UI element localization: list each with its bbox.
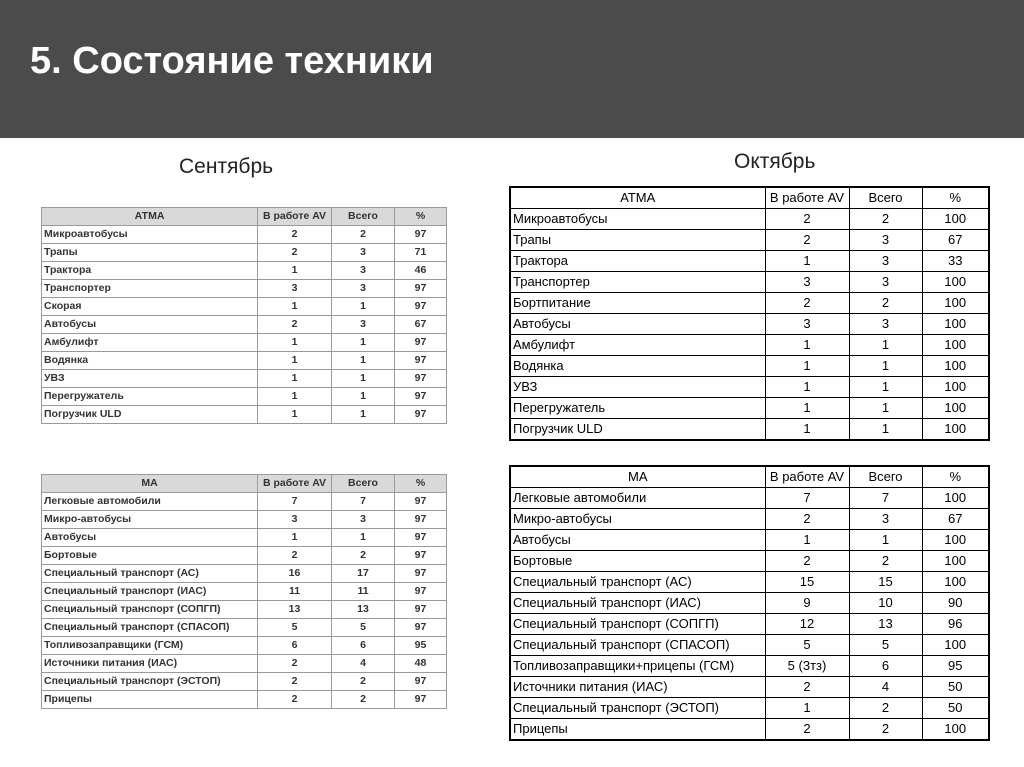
value-cell: 97 [395, 226, 447, 244]
table-row [42, 673, 447, 691]
table-row [42, 691, 447, 709]
value-cell: 5 [765, 635, 849, 656]
value-cell: 2 [258, 655, 332, 673]
value-cell: 1 [849, 530, 922, 551]
value-cell: 2 [332, 226, 395, 244]
table-row [510, 251, 989, 272]
table-row [42, 262, 447, 280]
table-row [510, 230, 989, 251]
table-row [42, 583, 447, 601]
row-label-cell: Специальный транспорт (СОПГП) [510, 614, 765, 635]
value-cell: 1 [258, 370, 332, 388]
value-cell: 15 [765, 572, 849, 593]
value-cell: 100 [922, 335, 989, 356]
value-cell: 2 [849, 698, 922, 719]
column-header: Всего [849, 466, 922, 488]
value-cell: 2 [765, 677, 849, 698]
table-row [42, 352, 447, 370]
row-label-cell: Легковые автомобили [510, 488, 765, 509]
value-cell: 1 [765, 530, 849, 551]
value-cell: 97 [395, 493, 447, 511]
value-cell: 2 [258, 226, 332, 244]
value-cell: 97 [395, 583, 447, 601]
value-cell: 67 [922, 230, 989, 251]
value-cell: 3 [849, 314, 922, 335]
value-cell: 3 [765, 272, 849, 293]
value-cell: 1 [765, 377, 849, 398]
value-cell: 100 [922, 530, 989, 551]
table-header-row [510, 466, 989, 488]
table-row [42, 529, 447, 547]
value-cell: 2 [332, 673, 395, 691]
value-cell: 4 [849, 677, 922, 698]
value-cell: 50 [922, 677, 989, 698]
table-row [510, 209, 989, 230]
table-row [42, 226, 447, 244]
value-cell: 1 [332, 352, 395, 370]
value-cell: 97 [395, 298, 447, 316]
table-row [42, 370, 447, 388]
value-cell: 5 (3тз) [765, 656, 849, 677]
value-cell: 1 [258, 406, 332, 424]
value-cell: 3 [332, 280, 395, 298]
column-header: В работе AV [258, 208, 332, 226]
row-label-cell: Амбулифт [510, 335, 765, 356]
october-title: Октябрь [734, 150, 816, 173]
value-cell: 71 [395, 244, 447, 262]
table-row [510, 335, 989, 356]
row-label-cell: Автобусы [510, 314, 765, 335]
value-cell: 3 [258, 511, 332, 529]
table-header-row [510, 187, 989, 209]
value-cell: 1 [332, 334, 395, 352]
row-label-cell: Топливозаправщики (ГСМ) [42, 637, 258, 655]
value-cell: 2 [258, 316, 332, 334]
column-header: АТМА [42, 208, 258, 226]
value-cell: 1 [258, 529, 332, 547]
value-cell: 100 [922, 209, 989, 230]
value-cell: 3 [332, 316, 395, 334]
value-cell: 1 [258, 388, 332, 406]
value-cell: 100 [922, 272, 989, 293]
table-row [510, 377, 989, 398]
row-label-cell: Бортовые [42, 547, 258, 565]
value-cell: 1 [849, 356, 922, 377]
value-cell: 3 [332, 511, 395, 529]
value-cell: 1 [765, 698, 849, 719]
table-row [510, 419, 989, 441]
table-row [510, 698, 989, 719]
value-cell: 3 [849, 251, 922, 272]
value-cell: 1 [765, 356, 849, 377]
row-label-cell: Водянка [510, 356, 765, 377]
column-header: Всего [849, 187, 922, 209]
value-cell: 3 [765, 314, 849, 335]
october-atma-table [509, 186, 990, 441]
table-row [510, 677, 989, 698]
value-cell: 1 [849, 335, 922, 356]
value-cell: 1 [849, 398, 922, 419]
value-cell: 16 [258, 565, 332, 583]
row-label-cell: Специальный транспорт (ЭСТОП) [42, 673, 258, 691]
table-row [510, 593, 989, 614]
row-label-cell: Перегружатель [510, 398, 765, 419]
value-cell: 67 [922, 509, 989, 530]
value-cell: 95 [922, 656, 989, 677]
table-row [42, 511, 447, 529]
table-row [42, 637, 447, 655]
value-cell: 2 [258, 547, 332, 565]
table-row [510, 719, 989, 741]
september-ma-table [41, 474, 447, 709]
column-header: % [395, 208, 447, 226]
table-row [42, 316, 447, 334]
value-cell: 46 [395, 262, 447, 280]
row-label-cell: Трапы [42, 244, 258, 262]
value-cell: 3 [332, 244, 395, 262]
column-header: Всего [332, 475, 395, 493]
value-cell: 2 [765, 551, 849, 572]
value-cell: 97 [395, 673, 447, 691]
table-row [510, 530, 989, 551]
table-row [42, 406, 447, 424]
value-cell: 2 [765, 509, 849, 530]
value-cell: 2 [332, 547, 395, 565]
value-cell: 90 [922, 593, 989, 614]
table-row [510, 551, 989, 572]
row-label-cell: Специальный транспорт (АС) [42, 565, 258, 583]
value-cell: 100 [922, 314, 989, 335]
column-header: % [922, 466, 989, 488]
value-cell: 1 [765, 419, 849, 441]
value-cell: 95 [395, 637, 447, 655]
value-cell: 97 [395, 547, 447, 565]
value-cell: 100 [922, 551, 989, 572]
row-label-cell: Источники питания (ИАС) [42, 655, 258, 673]
column-header: Всего [332, 208, 395, 226]
value-cell: 1 [332, 298, 395, 316]
table-row [510, 656, 989, 677]
row-label-cell: Автобусы [42, 316, 258, 334]
row-label-cell: Специальный транспорт (ЭСТОП) [510, 698, 765, 719]
table-row [510, 398, 989, 419]
row-label-cell: Микроавтобусы [510, 209, 765, 230]
row-label-cell: Специальный транспорт (СОПГП) [42, 601, 258, 619]
table-row [510, 614, 989, 635]
value-cell: 3 [849, 509, 922, 530]
row-label-cell: Трапы [510, 230, 765, 251]
row-label-cell: Амбулифт [42, 334, 258, 352]
value-cell: 2 [849, 209, 922, 230]
value-cell: 2 [765, 230, 849, 251]
table-row [42, 244, 447, 262]
row-label-cell: Трактора [510, 251, 765, 272]
value-cell: 5 [332, 619, 395, 637]
value-cell: 48 [395, 655, 447, 673]
table-row [42, 298, 447, 316]
value-cell: 97 [395, 370, 447, 388]
row-label-cell: Водянка [42, 352, 258, 370]
value-cell: 6 [332, 637, 395, 655]
value-cell: 11 [332, 583, 395, 601]
value-cell: 2 [765, 209, 849, 230]
row-label-cell: Скорая [42, 298, 258, 316]
value-cell: 3 [849, 272, 922, 293]
row-label-cell: Транспортер [42, 280, 258, 298]
row-label-cell: Источники питания (ИАС) [510, 677, 765, 698]
value-cell: 2 [849, 551, 922, 572]
row-label-cell: Транспортер [510, 272, 765, 293]
row-label-cell: Специальный транспорт (СПАСОП) [42, 619, 258, 637]
value-cell: 50 [922, 698, 989, 719]
value-cell: 1 [258, 298, 332, 316]
table-row [42, 565, 447, 583]
value-cell: 17 [332, 565, 395, 583]
value-cell: 6 [849, 656, 922, 677]
value-cell: 10 [849, 593, 922, 614]
row-label-cell: Специальный транспорт (АС) [510, 572, 765, 593]
table-row [42, 280, 447, 298]
value-cell: 1 [765, 251, 849, 272]
value-cell: 9 [765, 593, 849, 614]
row-label-cell: Микроавтобусы [42, 226, 258, 244]
row-label-cell: Бортпитание [510, 293, 765, 314]
value-cell: 4 [332, 655, 395, 673]
column-header: В работе AV [765, 466, 849, 488]
value-cell: 7 [849, 488, 922, 509]
value-cell: 3 [332, 262, 395, 280]
value-cell: 97 [395, 352, 447, 370]
value-cell: 100 [922, 419, 989, 441]
value-cell: 5 [849, 635, 922, 656]
value-cell: 1 [849, 377, 922, 398]
row-label-cell: Перегружатель [42, 388, 258, 406]
value-cell: 1 [332, 406, 395, 424]
value-cell: 2 [849, 293, 922, 314]
value-cell: 96 [922, 614, 989, 635]
value-cell: 2 [258, 673, 332, 691]
table-row [510, 314, 989, 335]
value-cell: 33 [922, 251, 989, 272]
table-row [510, 572, 989, 593]
column-header: В работе AV [765, 187, 849, 209]
value-cell: 2 [765, 719, 849, 741]
column-header: МА [42, 475, 258, 493]
table-row [510, 635, 989, 656]
value-cell: 2 [332, 691, 395, 709]
table-row [510, 509, 989, 530]
value-cell: 2 [765, 293, 849, 314]
value-cell: 15 [849, 572, 922, 593]
value-cell: 1 [258, 352, 332, 370]
value-cell: 97 [395, 388, 447, 406]
value-cell: 1 [332, 529, 395, 547]
page-title: 5. Состояние техники [30, 40, 434, 82]
row-label-cell: Автобусы [42, 529, 258, 547]
value-cell: 3 [258, 280, 332, 298]
value-cell: 97 [395, 529, 447, 547]
column-header: МА [510, 466, 765, 488]
value-cell: 7 [332, 493, 395, 511]
october-ma-table [509, 465, 990, 741]
september-title: Сентябрь [179, 155, 274, 178]
table-row [42, 547, 447, 565]
row-label-cell: Специальный транспорт (СПАСОП) [510, 635, 765, 656]
value-cell: 5 [258, 619, 332, 637]
value-cell: 7 [765, 488, 849, 509]
column-header: АТМА [510, 187, 765, 209]
value-cell: 100 [922, 572, 989, 593]
value-cell: 13 [332, 601, 395, 619]
row-label-cell: Прицепы [510, 719, 765, 741]
table-row [510, 356, 989, 377]
value-cell: 100 [922, 398, 989, 419]
value-cell: 1 [765, 335, 849, 356]
header-bar [0, 0, 1024, 138]
row-label-cell: УВЗ [42, 370, 258, 388]
value-cell: 12 [765, 614, 849, 635]
row-label-cell: Прицепы [42, 691, 258, 709]
row-label-cell: Легковые автомобили [42, 493, 258, 511]
column-header: % [922, 187, 989, 209]
table-header-row [42, 475, 447, 493]
row-label-cell: Погрузчик ULD [510, 419, 765, 441]
row-label-cell: Микро-автобусы [510, 509, 765, 530]
value-cell: 100 [922, 719, 989, 741]
row-label-cell: Бортовые [510, 551, 765, 572]
value-cell: 100 [922, 293, 989, 314]
value-cell: 13 [849, 614, 922, 635]
value-cell: 1 [765, 398, 849, 419]
value-cell: 100 [922, 356, 989, 377]
value-cell: 3 [849, 230, 922, 251]
value-cell: 2 [258, 244, 332, 262]
table-row [42, 655, 447, 673]
value-cell: 100 [922, 377, 989, 398]
value-cell: 97 [395, 691, 447, 709]
value-cell: 1 [258, 334, 332, 352]
row-label-cell: УВЗ [510, 377, 765, 398]
september-atma-table [41, 207, 447, 424]
value-cell: 1 [849, 419, 922, 441]
table-row [510, 293, 989, 314]
table-row [510, 488, 989, 509]
row-label-cell: Топливозаправщики+прицепы (ГСМ) [510, 656, 765, 677]
row-label-cell: Трактора [42, 262, 258, 280]
value-cell: 1 [332, 388, 395, 406]
value-cell: 97 [395, 601, 447, 619]
value-cell: 97 [395, 406, 447, 424]
row-label-cell: Автобусы [510, 530, 765, 551]
value-cell: 11 [258, 583, 332, 601]
value-cell: 1 [258, 262, 332, 280]
value-cell: 97 [395, 619, 447, 637]
value-cell: 1 [332, 370, 395, 388]
value-cell: 97 [395, 334, 447, 352]
value-cell: 100 [922, 635, 989, 656]
value-cell: 97 [395, 280, 447, 298]
table-header-row [42, 208, 447, 226]
row-label-cell: Погрузчик ULD [42, 406, 258, 424]
value-cell: 2 [849, 719, 922, 741]
value-cell: 97 [395, 565, 447, 583]
value-cell: 100 [922, 488, 989, 509]
table-row [42, 334, 447, 352]
value-cell: 2 [258, 691, 332, 709]
table-row [42, 388, 447, 406]
row-label-cell: Специальный транспорт (ИАС) [510, 593, 765, 614]
row-label-cell: Специальный транспорт (ИАС) [42, 583, 258, 601]
column-header: % [395, 475, 447, 493]
table-row [42, 493, 447, 511]
value-cell: 13 [258, 601, 332, 619]
column-header: В работе AV [258, 475, 332, 493]
value-cell: 7 [258, 493, 332, 511]
value-cell: 97 [395, 511, 447, 529]
table-row [42, 619, 447, 637]
table-row [510, 272, 989, 293]
row-label-cell: Микро-автобусы [42, 511, 258, 529]
value-cell: 6 [258, 637, 332, 655]
table-row [42, 601, 447, 619]
value-cell: 67 [395, 316, 447, 334]
